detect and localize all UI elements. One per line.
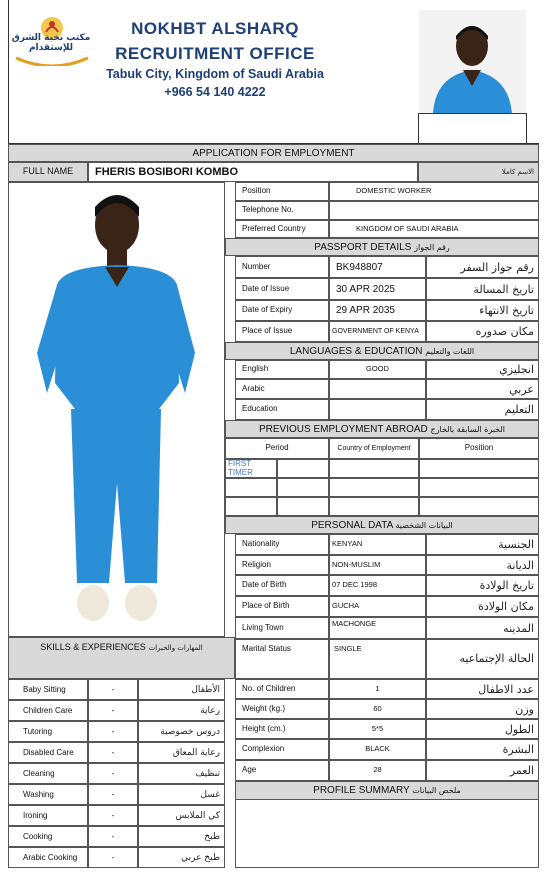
living-town-label: Living Town xyxy=(235,617,329,639)
height-arabic: الطول xyxy=(426,719,539,739)
company-phone: +966 54 140 4222 xyxy=(164,85,266,99)
col-period: Period xyxy=(225,438,329,459)
skill-arabic: طبخ xyxy=(138,826,225,847)
dob-value: 07 DEC 1998 xyxy=(329,575,426,596)
applicant-photo-full xyxy=(8,182,225,637)
skill-value: - xyxy=(88,763,138,784)
profile-summary-title xyxy=(235,781,539,800)
dob-label: Date of Birth xyxy=(235,575,329,596)
marital-label: Marital Status xyxy=(235,639,329,679)
emp-row3-period1 xyxy=(225,497,277,516)
issue-date-value: 30 APR 2025 xyxy=(329,278,426,300)
form-title: APPLICATION FOR EMPLOYMENT xyxy=(8,144,539,162)
complexion-arabic: البشرة xyxy=(426,739,539,760)
skill-label: Cleaning xyxy=(8,763,88,784)
logo-text: مكتب نخبة الشرق للإستقدام xyxy=(11,33,91,53)
full-name-value: FHERIS BOSIBORI KOMBO xyxy=(88,162,418,182)
skill-arabic: دروس خصوصية xyxy=(138,721,225,742)
complexion-label: Complexion xyxy=(235,739,329,760)
profile-summary-arabic: ملخص البيانات xyxy=(412,786,461,795)
emp-row1-period2 xyxy=(277,459,329,478)
skill-value: - xyxy=(88,679,138,700)
religion-arabic: الديانة xyxy=(426,555,539,575)
religion-value: NON-MUSLIM xyxy=(329,555,426,575)
profile-summary-label: PROFILE SUMMARY xyxy=(313,785,410,796)
english-arabic: انجليزي xyxy=(426,360,539,379)
employment-title: PREVIOUS EMPLOYMENT ABROAD xyxy=(259,424,428,435)
skills-title: SKILLS & EXPERIENCES xyxy=(40,642,146,652)
skill-label: Ironing xyxy=(8,805,88,826)
skill-label: Children Care xyxy=(8,700,88,721)
nationality-arabic: الجنسية xyxy=(426,534,539,555)
col-country: Country of Employment xyxy=(329,438,419,459)
place-of-issue-label: Place of Issue xyxy=(235,321,329,342)
employment-title-arabic: الخبرة السابقة بالخارج xyxy=(430,425,505,434)
emp-row2-country xyxy=(329,478,419,497)
company-name-line2: RECRUITMENT OFFICE xyxy=(115,44,315,63)
age-label: Age xyxy=(235,760,329,781)
education-value xyxy=(329,399,426,420)
company-location: Tabuk City, Kingdom of Saudi Arabia xyxy=(106,67,324,81)
emp-row1-country xyxy=(329,459,419,478)
company-name-line1: NOKHBT ALSHARQ xyxy=(131,19,299,38)
expiry-date-arabic: تاريخ الانتهاء xyxy=(426,300,539,321)
religion-label: Religion xyxy=(235,555,329,575)
weight-value: 60 xyxy=(329,699,426,719)
skill-arabic: رعاية المعاق xyxy=(138,742,225,763)
skill-label: Disabled Care xyxy=(8,742,88,763)
preferred-country-value: KINGDOM OF SAUDI ARABIA xyxy=(329,220,539,238)
emp-row3-period2 xyxy=(277,497,329,516)
employment-section-title xyxy=(225,420,539,438)
education-arabic: التعليم xyxy=(426,399,539,420)
expiry-date-label: Date of Expiry xyxy=(235,300,329,321)
emp-row1-position xyxy=(419,459,539,478)
skill-label: Washing xyxy=(8,784,88,805)
age-value: 28 xyxy=(329,760,426,781)
children-label: No. of Children xyxy=(235,679,329,699)
pob-label: Place of Birth xyxy=(235,596,329,617)
applicant-photo-small xyxy=(419,10,526,114)
arabic-value xyxy=(329,379,426,399)
arabic-arabic: عربي xyxy=(426,379,539,399)
full-name-arabic: الاسم كاملا xyxy=(418,162,539,182)
skill-value: - xyxy=(88,826,138,847)
dob-arabic: تاريخ الولادة xyxy=(426,575,539,596)
emp-row2-period1 xyxy=(225,478,277,497)
issue-date-label: Date of Issue xyxy=(235,278,329,300)
languages-section-title xyxy=(225,342,539,360)
skill-label: Baby Sitting xyxy=(8,679,88,700)
passport-title-arabic: رقم الجواز xyxy=(414,243,450,252)
weight-label: Weight (kg.) xyxy=(235,699,329,719)
skill-label: Cooking xyxy=(8,826,88,847)
first-timer: FIRST TIMER xyxy=(225,459,277,478)
passport-number-label: Number xyxy=(235,256,329,278)
skill-arabic: رعاية xyxy=(138,700,225,721)
skill-value: - xyxy=(88,742,138,763)
nationality-value: KENYAN xyxy=(329,534,426,555)
languages-title-arabic: اللغات والتعليم xyxy=(425,347,475,356)
nationality-label: Nationality xyxy=(235,534,329,555)
skill-arabic: تنظيف xyxy=(138,763,225,784)
skill-value: - xyxy=(88,784,138,805)
children-value: 1 xyxy=(329,679,426,699)
children-arabic: عدد الاطفال xyxy=(426,679,539,699)
emp-row3-position xyxy=(419,497,539,516)
english-label: English xyxy=(235,360,329,379)
skill-arabic: غسل xyxy=(138,784,225,805)
position-label: Position xyxy=(235,182,329,201)
skill-label: Arabic Cooking xyxy=(8,847,88,868)
skill-value: - xyxy=(88,805,138,826)
passport-title: PASSPORT DETAILS xyxy=(314,242,412,253)
expiry-date-value: 29 APR 2035 xyxy=(329,300,426,321)
place-of-issue-arabic: مكان صدوره xyxy=(426,321,539,342)
skill-arabic: الأطفال xyxy=(138,679,225,700)
weight-arabic: وزن xyxy=(426,699,539,719)
telephone-label: Telephone No. xyxy=(235,201,329,220)
complexion-value: BLACK xyxy=(329,739,426,760)
emp-row3-country xyxy=(329,497,419,516)
pob-value: GUCHA xyxy=(329,596,426,617)
living-town-arabic: المدينه xyxy=(426,617,539,639)
place-of-issue-value: GOVERNMENT OF KENYA xyxy=(329,321,426,342)
pob-arabic: مكان الولادة xyxy=(426,596,539,617)
personal-title-arabic: البيانات الشخصية xyxy=(395,521,453,530)
passport-number-value: BK948807 xyxy=(329,256,426,278)
passport-number-arabic: رقم جواز السفر xyxy=(426,256,539,278)
skills-title-arabic: المهارات والخبرات xyxy=(148,644,203,652)
living-town-value: MACHONGE xyxy=(329,617,426,639)
english-value: GOOD xyxy=(329,360,426,379)
height-label: Height (cm.) xyxy=(235,719,329,739)
telephone-value xyxy=(329,201,539,220)
emp-row2-position xyxy=(419,478,539,497)
position-value: DOMESTIC WORKER xyxy=(329,182,539,201)
arabic-label: Arabic xyxy=(235,379,329,399)
skill-value: - xyxy=(88,721,138,742)
skill-label: Tutoring xyxy=(8,721,88,742)
marital-arabic: الحالة الإجتماعيه xyxy=(426,639,539,679)
height-value: 5*5 xyxy=(329,719,426,739)
emp-row2-period2 xyxy=(277,478,329,497)
age-arabic: العمر xyxy=(426,760,539,781)
skill-value: - xyxy=(88,700,138,721)
languages-title: LANGUAGES & EDUCATION xyxy=(289,346,423,357)
col-position: Position xyxy=(419,438,539,459)
personal-title: PERSONAL DATA xyxy=(311,520,393,531)
issue-date-arabic: تاريخ المسالة xyxy=(426,278,539,300)
profile-summary-body xyxy=(235,800,539,868)
skill-value: - xyxy=(88,847,138,868)
skill-arabic: كي الملابس xyxy=(138,805,225,826)
preferred-country-label: Preferred Country xyxy=(235,220,329,238)
marital-value: SINGLE xyxy=(329,639,426,679)
passport-section-title xyxy=(225,238,539,256)
skills-section-title xyxy=(8,637,235,679)
personal-section-title xyxy=(225,516,539,534)
education-label: Education xyxy=(235,399,329,420)
full-name-label: FULL NAME xyxy=(8,162,88,182)
skill-arabic: طبخ عربي xyxy=(138,847,225,868)
